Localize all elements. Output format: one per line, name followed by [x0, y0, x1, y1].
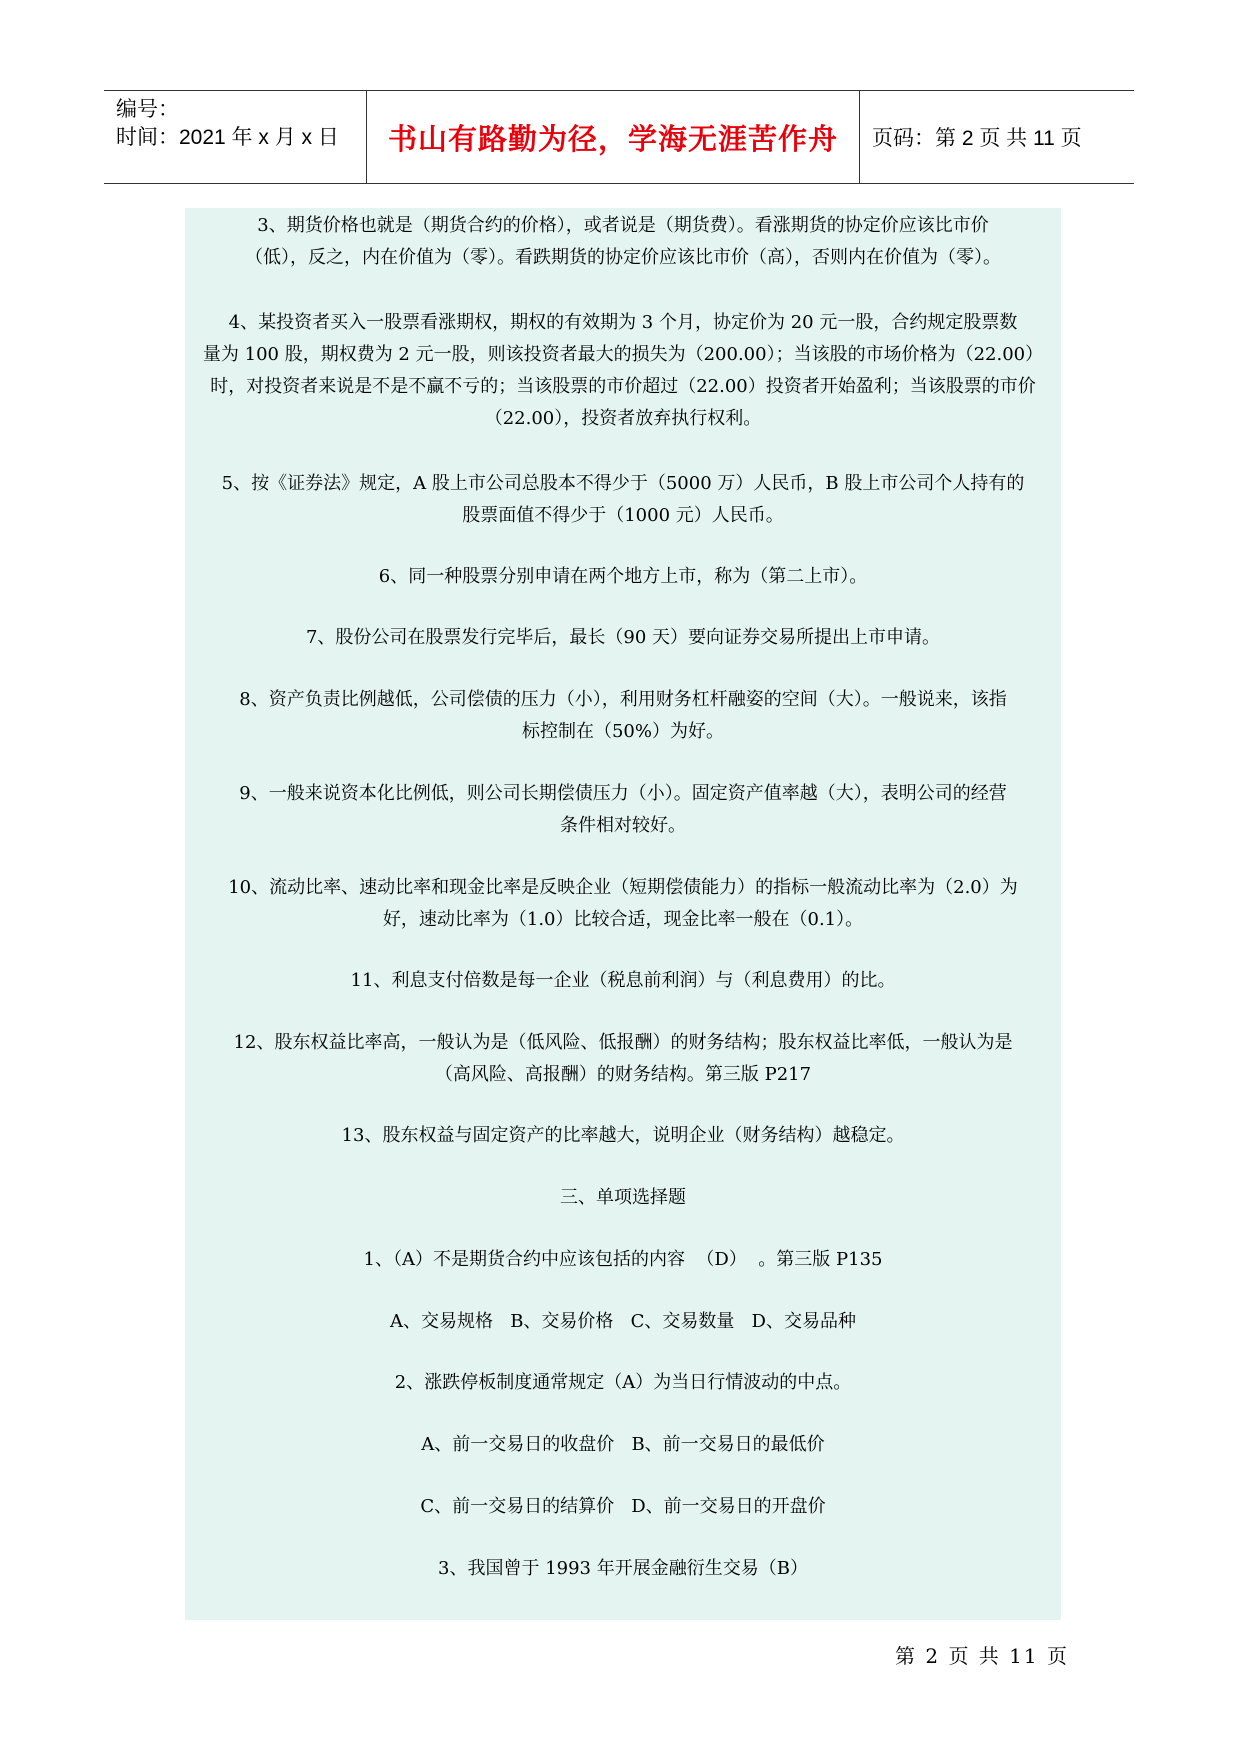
paragraph-line: 8、资产负责比例越低，公司偿债的压力（小），利用财务杠杆融姿的空间（大）。一般说来，该指: [239, 689, 1007, 710]
question-options: A、交易规格 B、交易价格 C、交易数量 D、交易品种: [390, 1311, 856, 1332]
paragraph-line: 11、利息支付倍数是每一企业（税息前利润）与（利息费用）的比。: [350, 970, 896, 991]
paragraph-line: （低），反之，内在价值为（零）。看跌期货的协定价应该比市价（高），否则内在价值为（零）。: [245, 247, 1001, 268]
question-options: C、前一交易日的结算价 D、前一交易日的开盘价: [420, 1496, 826, 1517]
document-time-line: 时间：2021 年 x 月 x 日: [116, 126, 339, 149]
page-header: [104, 90, 1134, 184]
question-options: A、前一交易日的收盘价 B、前一交易日的最低价: [421, 1434, 825, 1455]
content-body: [185, 208, 1061, 1620]
paragraph-line: 3、期货价格也就是（期货合约的价格），或者说是（期货费）。看涨期货的协定价应该比市价: [257, 215, 989, 236]
paragraph-line: 时，对投资者来说是不是不赢不亏的；当该股票的市价超过（22.00）投资者开始盈利；当该股票的市价: [210, 376, 1036, 397]
paragraph-line: 条件相对较好。: [560, 815, 686, 836]
paragraph-line: （高风险、高报酬）的财务结构。第三版 P217: [434, 1064, 812, 1085]
paragraph-line: 好，速动比率为（1.0）比较合适，现金比率一般在（0.1）。: [382, 909, 864, 930]
paragraph-line: 9、一般来说资本化比例低，则公司长期偿债压力（小）。固定资产值率越（大），表明公司的经营: [239, 783, 1007, 804]
header-page-code: 页码：第 2 页 共 11 页: [872, 127, 1082, 150]
paragraph-line: （22.00），投资者放弃执行权利。: [484, 408, 762, 429]
header-info-cell: [104, 91, 366, 183]
question-line: 1、（A）不是期货合约中应该包括的内容 （D） 。第三版 P135: [363, 1249, 883, 1270]
paragraph-line: 6、同一种股票分别申请在两个地方上市，称为（第二上市）。: [378, 566, 868, 587]
paragraph-line: 标控制在（50%）为好。: [521, 721, 724, 742]
section-heading: 三、单项选择题: [560, 1187, 686, 1208]
header-motto-cell: [366, 91, 860, 183]
paragraph-line: 7、股份公司在股票发行完毕后，最长（90 天）要向证券交易所提出上市申请。: [305, 627, 941, 648]
paragraph-line: 股票面值不得少于（1000 元）人民币。: [462, 505, 784, 526]
page-footer: 第 2 页 共 11 页: [895, 1644, 1069, 1668]
header-motto: 书山有路勤为径，学海无涯苦作舟: [387, 121, 838, 156]
paragraph-line: 5、按《证券法》规定，A 股上市公司总股本不得少于（5000 万）人民币，B 股上市公司个人持有的: [221, 473, 1025, 494]
paragraph-line: 4、某投资者买入一股票看涨期权，期权的有效期为 3 个月，协定价为 20 元一股，合约规定股票数: [228, 312, 1018, 333]
header-page-cell: [860, 91, 1134, 183]
paragraph-line: 12、股东权益比率高，一般认为是（低风险、低报酬）的财务结构；股东权益比率低，一般认为是: [233, 1032, 1013, 1053]
paragraph-line: 13、股东权益与固定资产的比率越大，说明企业（财务结构）越稳定。: [341, 1125, 905, 1146]
question-line: 2、涨跌停板制度通常规定（A）为当日行情波动的中点。: [394, 1372, 852, 1393]
paragraph-line: 10、流动比率、速动比率和现金比率是反映企业（短期偿债能力）的指标一般流动比率为（2.0）为: [228, 877, 1018, 898]
question-line: 3、我国曾于 1993 年开展金融衍生交易（B）: [438, 1558, 808, 1579]
paragraph-line: 量为 100 股，期权费为 2 元一股，则该投资者最大的损失为（200.00）；当该股的市场价格为（22.00）: [202, 344, 1044, 365]
document-number-label: 编号：: [116, 98, 179, 121]
